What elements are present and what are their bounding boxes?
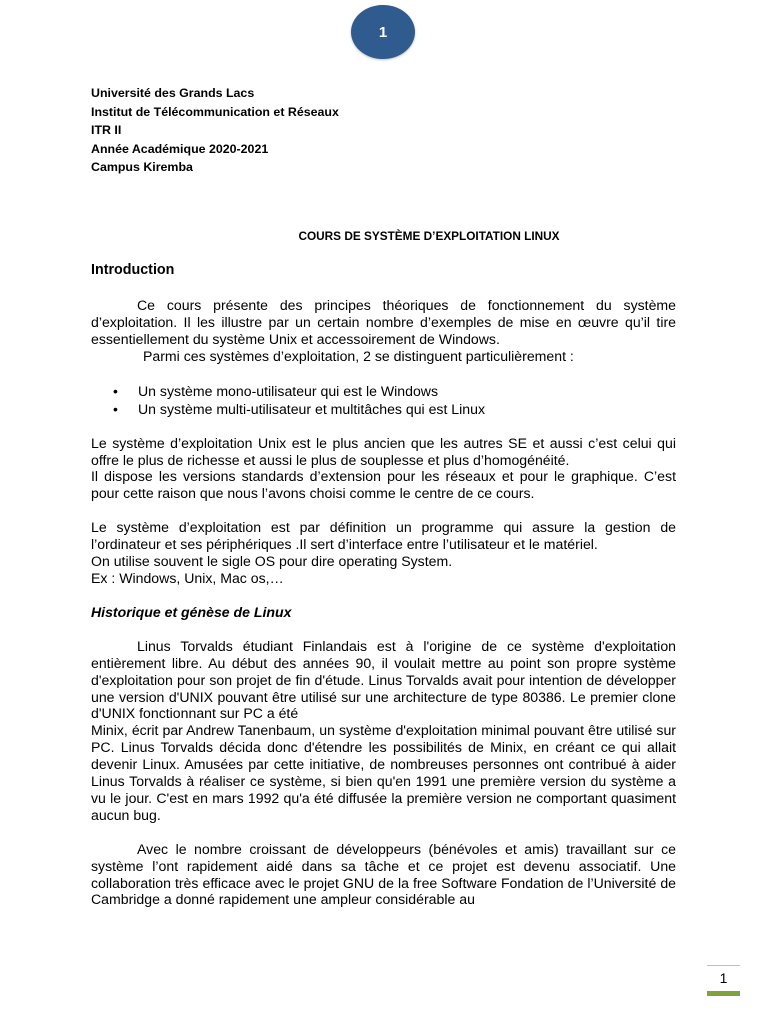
intro-paragraph-3: Le système d’exploitation Unix est le plus ancien que les autres SE et aussi c’est celui qui offre le plus de richesse et aussi le plus de souplesse et plus d’homogénéité.: [91, 434, 676, 468]
spacer: [91, 621, 676, 638]
course-title: COURS DE SYSTÈME D’EXPLOITATION LINUX: [298, 229, 560, 243]
spacer: [91, 502, 676, 519]
intro-paragraph-2: Parmi ces systèmes d’exploitation, 2 se distinguent particulièrement :: [143, 347, 574, 364]
header-line-year: Année Académique 2020-2021: [91, 141, 269, 156]
list-item: [91, 400, 676, 418]
list-item: [91, 382, 676, 400]
document-body: [91, 261, 676, 908]
page-number-badge: [351, 5, 415, 59]
history-paragraph-1b: Minix, écrit par Andrew Tanenbaum, un système d'exploitation minimal pouvant être utilisé sur PC. Linus Torvalds décida donc d'étendre les possibilités de Minix, en créant ce qui allait devenir Linux. Amusées par cette initiative, de nombreuses personnes ont contribué à aider Linus Torvalds à réaliser ce système, si bien qu'en 1991 une première version du système a vu le jour. C'est en mars 1992 qu'a été diffusée la première version ne comportant quasiment aucun bug.: [91, 722, 676, 823]
footer-page-number: [707, 965, 740, 996]
institution-header: [91, 84, 339, 177]
intro-paragraph-7: Ex : Windows, Unix, Mac os,…: [91, 569, 284, 586]
list-item-text: Un système multi-utilisateur et multitâches qui est Linux: [138, 400, 486, 417]
spacer: [91, 587, 676, 604]
history-heading: Historique et génèse de Linux: [91, 603, 292, 620]
spacer: [91, 418, 676, 435]
intro-paragraph-1: Ce cours présente des principes théoriques de fonctionnement du système d’exploitation. Il les illustre par un certain nombre d’exemples de mise en œuvre qu’il tire essentiellement du système Unix et accessoirement de Windows.: [91, 297, 676, 347]
spacer: [91, 365, 676, 382]
header-line-institute: Institut de Télécommunication et Réseaux: [91, 104, 339, 119]
intro-paragraph-5: Le système d’exploitation est par définition un programme qui assure la gestion de l’ordinateur et ses périphériques .Il sert d’interface entre l’utilisateur et le matériel.: [91, 519, 676, 553]
spacer: [91, 824, 676, 841]
history-paragraph-1a: Linus Torvalds étudiant Finlandais est à l'origine de ce système d'exploitation entièrement libre. Au début des années 90, il voulait mettre au point son propre système d'exploitation pour son projet de fin d'étude. Linus Torvalds avait pour intention de développer une version d'UNIX pouvant être utilisé sur une architecture de type 80386. Le premier clone d'UNIX fonctionnant sur PC a été: [91, 637, 676, 722]
intro-paragraph-6: On utilise souvent le sigle OS pour dire operating System.: [91, 553, 453, 570]
intro-paragraph-4: Il dispose les versions standards d’extension pour les réseaux et pour le graphique. C’est pour cette raison que nous l’avons choisi comme le centre de ce cours.: [91, 468, 676, 502]
page-number-badge-text: 1: [378, 23, 388, 41]
bullet-icon: •: [113, 382, 118, 399]
footer-page-number-text: 1: [719, 970, 728, 986]
history-paragraph-2: Avec le nombre croissant de développeurs (bénévoles et amis) travaillant sur ce système l’ont rapidement aidé dans sa tâche et ce projet est devenu associatif. Une collaboration très efficace avec le projet GNU de la free Software Fondation de l’Université de Cambridge a donné rapidement une ampleur considérable au: [91, 840, 676, 908]
bullet-icon: •: [113, 400, 118, 417]
intro-heading: Introduction: [91, 262, 175, 278]
list-item-text: Un système mono-utilisateur qui est le Windows: [138, 382, 439, 399]
header-line-class: ITR II: [91, 123, 122, 138]
header-line-campus: Campus Kiremba: [91, 160, 193, 175]
header-line-university: Université des Grands Lacs: [91, 86, 255, 100]
os-bullet-list: [91, 382, 676, 418]
